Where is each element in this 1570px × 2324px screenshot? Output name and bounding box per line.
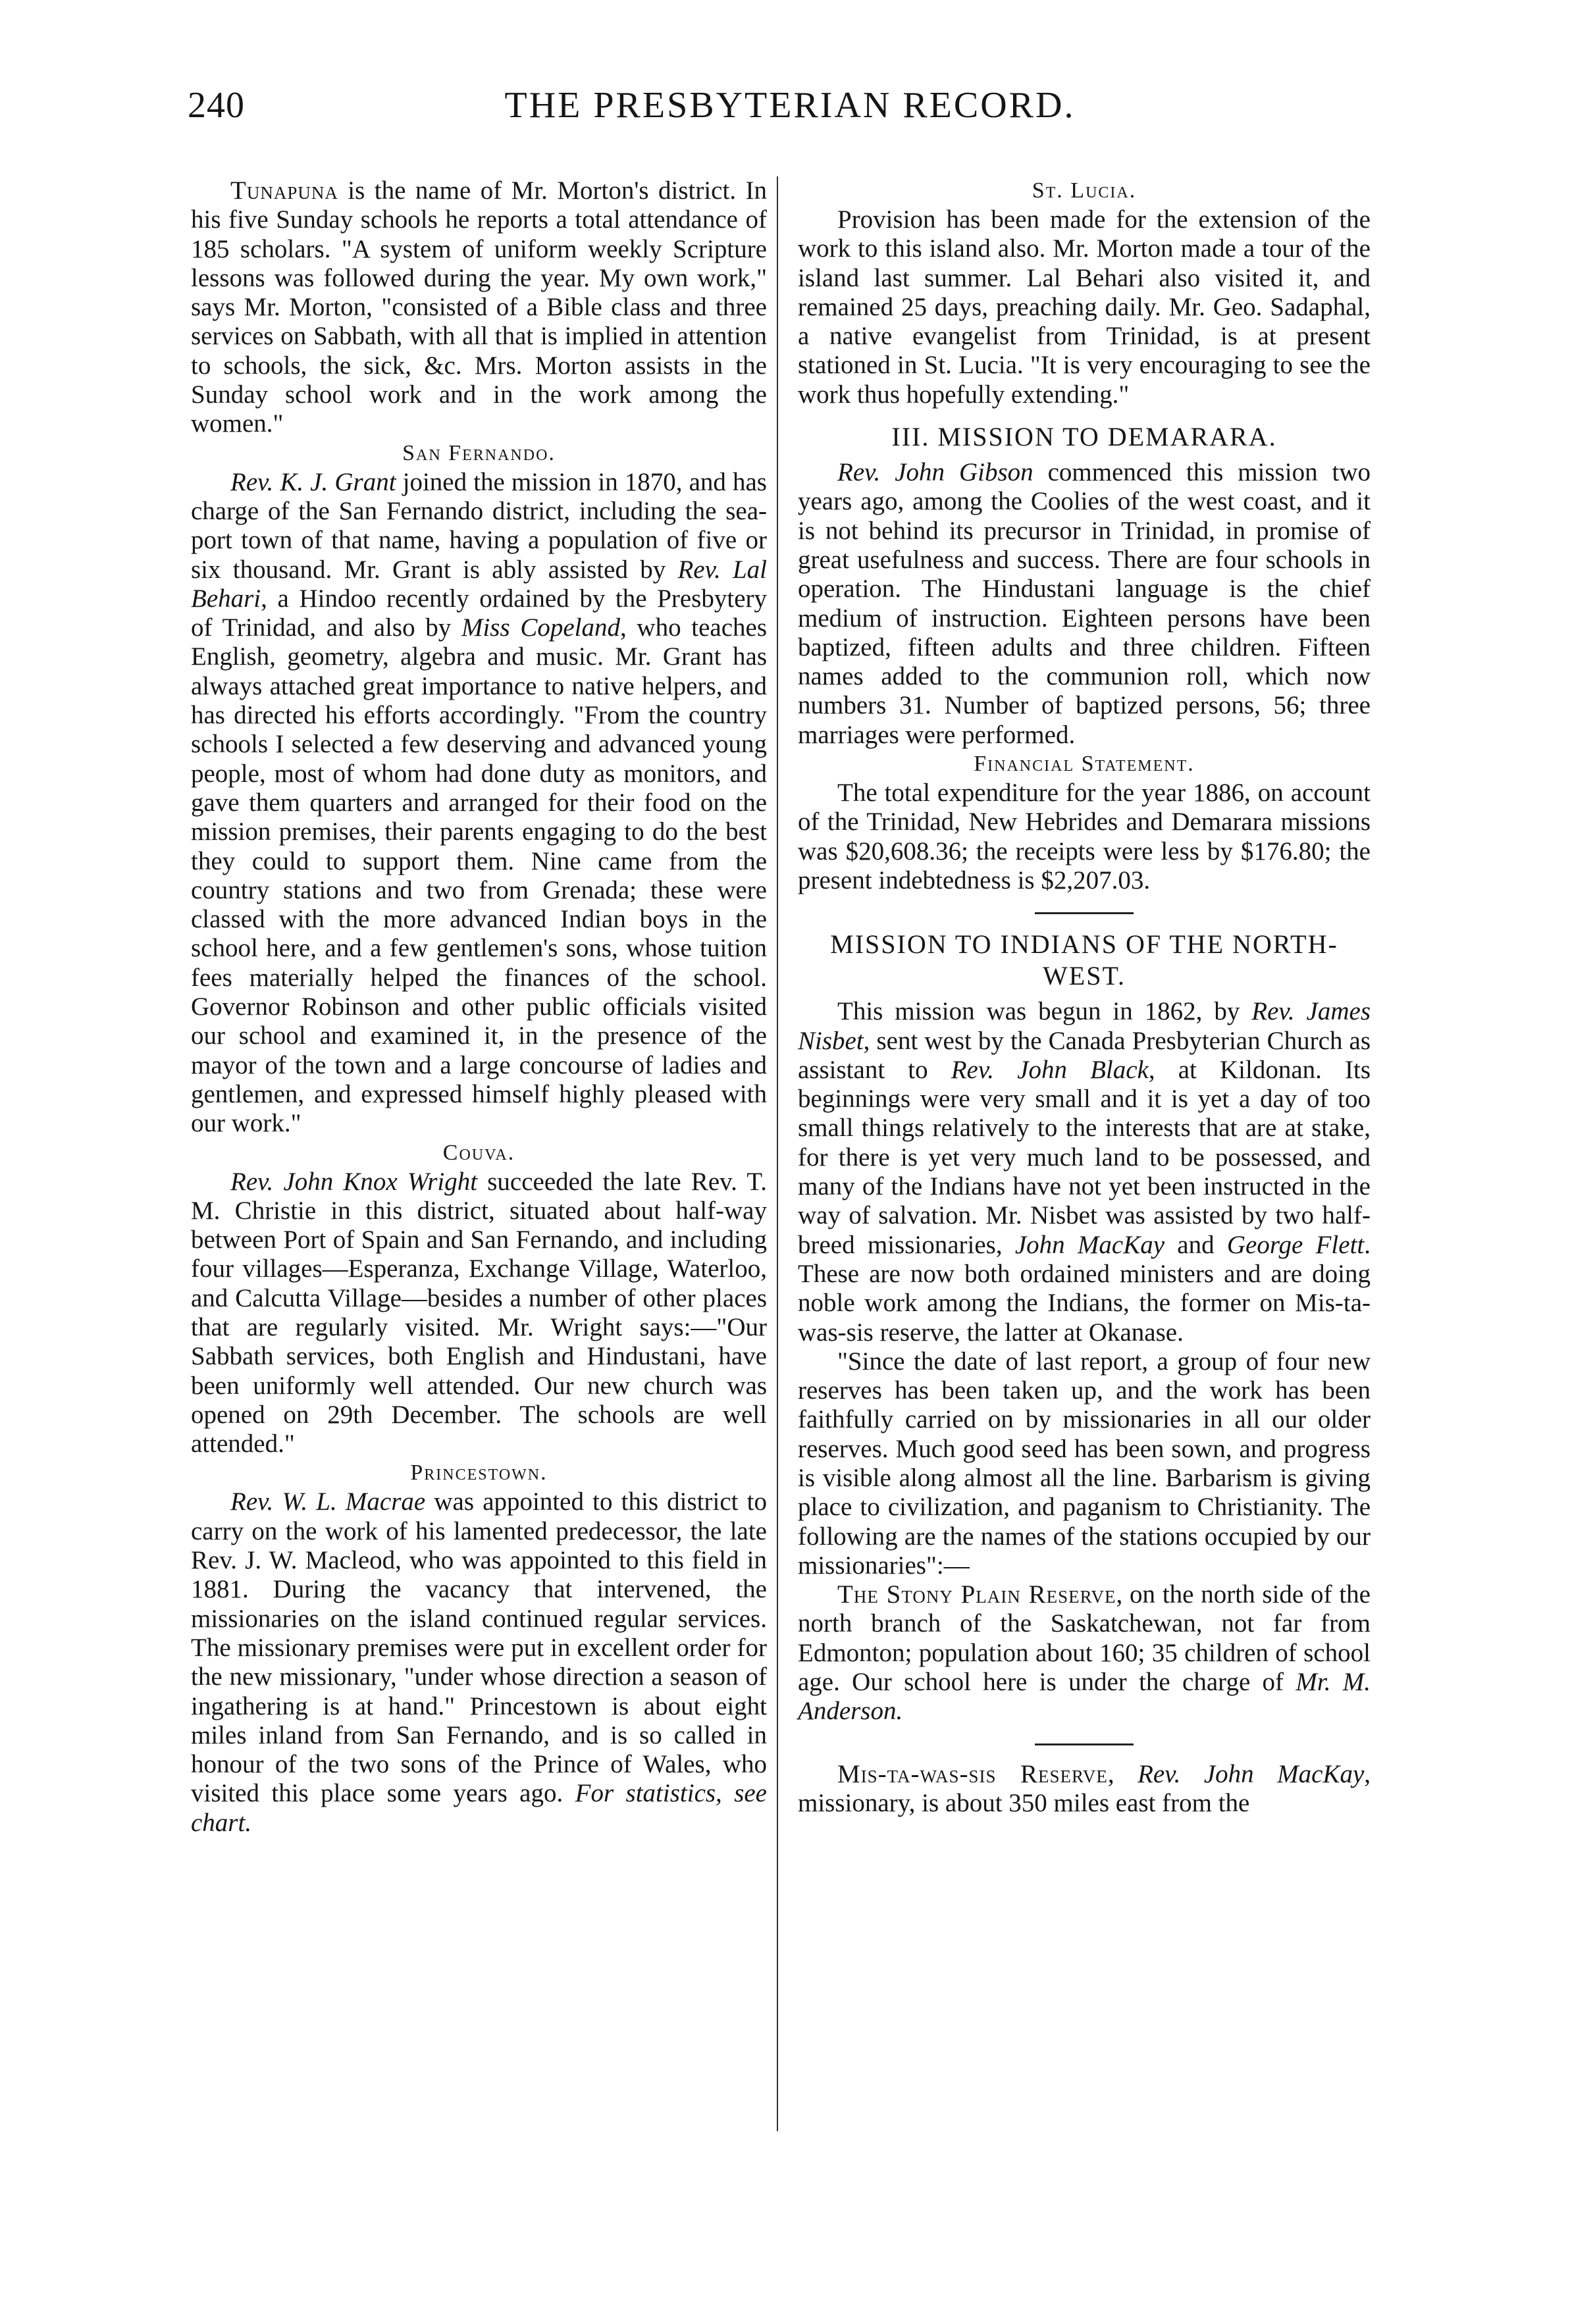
financial-heading: Financial Statement.: [974, 752, 1195, 777]
statistics-note: For statistics, see chart.: [191, 1779, 767, 1837]
tunapuna-paragraph: [191, 176, 767, 439]
financial-paragraph: The total expenditure for the year 1886, on account of the Trinidad, New Hebrides and Demarara missions was $20,608.36; the receipts were less by $176.80; the present indebtedness is $2,207.03.: [798, 779, 1371, 894]
indians-paragraph: [798, 997, 1371, 1347]
mackay-rev-name: Rev. John MacKay: [1138, 1759, 1365, 1788]
anderson-name: Mr. M. Anderson.: [798, 1668, 1371, 1726]
nisbet-name: Rev. James Nisbet: [798, 997, 1371, 1055]
tunapuna-lead: Tunapuna: [230, 176, 338, 205]
demarara-paragraph: [798, 458, 1371, 750]
st-lucia-paragraph: Provision has been made for the extension of the work to this island also. Mr. Morton made a tour of the island last summer. Lal Behari also visited it, and remained 25 days, preaching daily. Mr. Geo. Sadaphal, a native evangelist from Trinidad, is at present stationed in St. Lucia. "It is very encouraging to see the work thus hopefully extending.": [798, 205, 1371, 409]
closing-rule: [1035, 1743, 1134, 1745]
indians-text-e: . These are now both ordained ministers and are doing noble work among the Indians, the former on Mis-ta-was-sis reserve, the latter at Okanase.: [798, 1230, 1371, 1347]
section-rule: [1035, 912, 1134, 914]
right-column: [798, 176, 1371, 1818]
left-column: [191, 176, 767, 1838]
behari-name: Rev. Lal Behari: [191, 555, 767, 613]
princestown-text: was appointed to this district to carry on the work of his lamented predecessor, the late Rev. J. W. Macleod, who was appointed to this field in 1881. During the vacancy that intervened, the missionaries on the island continued regular services. The missionary premises were put in excellent order for the new missionary, "under whose direction a season of ingathering is at hand." Princestown is about eight miles inland from San Fernando, and is so called in honour of the two sons of the Prince of Wales, who visited this place some years ago.: [191, 1487, 768, 1808]
demarara-heading: III. MISSION TO DEMARARA.: [891, 422, 1277, 452]
mistawassis-comma: ,: [1107, 1759, 1138, 1788]
report-quote-paragraph: "Since the date of last report, a group of four new reserves has been taken up, and the work has been faithfully carried on by missionaries in all our older reserves. Much good seed has been sown, and progress is visible along almost all the line. Barbarism is giving place to civilization, and paganism to Christianity. The following are the names of the stations occupied by our missionaries":—: [798, 1347, 1371, 1580]
san-fernando-heading: San Fernando.: [402, 440, 556, 465]
stony-plain-lead: The Stony Plain Reserve: [837, 1580, 1116, 1609]
san-fernando-text-c: , who teaches English, geometry, algebra and music. Mr. Grant has always attached great importance to native helpers, and has directed his efforts accordingly. "From the country schools I selected a few deserving and advanced young people, most of whom had done duty as monitors, and gave them quarters and arranged for their food on the mission premises, their parents engaging to do the best they could to support them. Nine came from the country stations and two from Grenada; these were classed with the more advanced Indian boys in the school here, and a few gentlemen's sons, whose tuition fees materially helped the finances of the school. Governor Robinson and other public officials visited our school and examined it, in the presence of the mayor of the town and a large concourse of ladies and gentlemen, and expressed himself highly pleased with our work.": [191, 613, 767, 1138]
column-divider: [777, 176, 778, 2131]
san-fernando-text-a: joined the mission in 1870, and has charge of the San Fernando district, including the sea-port town of that name, having a population of five or six thousand. Mr. Grant is ably assisted by: [191, 467, 767, 584]
indians-heading: MISSION TO INDIANS OF THE NORTH-WEST.: [830, 929, 1338, 991]
mistawassis-lead: Mis-ta-was-sis Reserve: [837, 1759, 1108, 1788]
wright-name: Rev. John Knox Wright: [230, 1167, 478, 1196]
mistawassis-text: , missionary, is about 350 miles east from the: [798, 1759, 1371, 1817]
demarara-text: commenced this mission two years ago, among the Coolies of the west coast, and it is not behind its precursor in Trinidad, in promise of great usefulness and success. There are four schools in operation. The Hindustani language is the chief medium of instruction. Eighteen persons have been baptized, fifteen adults and three children. Fifteen names added to the communion roll, which now numbers 31. Number of baptized persons, 56; three marriages were performed.: [798, 458, 1371, 749]
san-fernando-paragraph: [191, 468, 767, 1139]
indians-text-b: , sent west by the Canada Presbyterian Church as assistant to: [798, 1026, 1371, 1084]
grant-name: Rev. K. J. Grant: [230, 467, 396, 496]
mistawassis-paragraph: [798, 1760, 1371, 1819]
copeland-name: Miss Copeland: [461, 613, 620, 642]
black-name: Rev. John Black: [951, 1055, 1149, 1084]
couva-text: succeeded the late Rev. T. M. Christie in this district, situated about half-way between Port of Spain and San Fernando, and including four villages—Esperanza, Exchange Village, Waterloo, and Calcutta Village—besides a number of other places that are regularly visited. Mr. Wright says:—"Our Sabbath services, both English and Hindustani, have been uniformly well attended. Our new church was opened on 29th December. The schools are well attended.": [191, 1167, 767, 1459]
page-number: 240: [188, 85, 245, 126]
indians-text-c: , at Kildonan. Its beginnings were very small and it is yet a day of too small things relatively to the interests that are at stake, for there is yet very much land to be possessed, and many of the Indians have not yet been instructed in the way of salvation. Mr. Nisbet was assisted by two half-breed missionaries,: [798, 1055, 1371, 1259]
san-fernando-text-b: , a Hindoo recently ordained by the Presbytery of Trinidad, and also by: [191, 584, 767, 642]
stony-plain-paragraph: [798, 1580, 1371, 1726]
couva-paragraph: [191, 1168, 767, 1459]
princestown-heading: Princestown.: [410, 1460, 548, 1485]
st-lucia-heading: St. Lucia.: [1032, 178, 1137, 203]
macrae-name: Rev. W. L. Macrae: [230, 1487, 426, 1516]
running-title: THE PRESBYTERIAN RECORD.: [504, 85, 1076, 126]
mackay-name: John MacKay: [1014, 1230, 1165, 1259]
indians-text-a: This mission was begun in 1862, by: [837, 997, 1252, 1026]
stony-plain-text: , on the north side of the north branch of the Saskatchewan, not far from Edmonton; population about 160; 35 children of school age. Our school here is under the charge of: [798, 1580, 1371, 1697]
princestown-paragraph: [191, 1487, 767, 1838]
indians-text-d: and: [1164, 1230, 1227, 1259]
couva-heading: Couva.: [442, 1140, 515, 1165]
tunapuna-text: is the name of Mr. Morton's district. In his five Sunday schools he reports a total attendance of 185 scholars. "A system of uniform weekly Scripture lessons was followed during the year. My own work," says Mr. Morton, "consisted of a Bible class and three services on Sabbath, with all that is implied in attention to schools, the sick, &c. Mrs. Morton assists in the Sunday school work and in the work among the women.": [191, 176, 767, 438]
flett-name: George Flett: [1226, 1230, 1365, 1259]
gibson-name: Rev. John Gibson: [837, 458, 1034, 487]
